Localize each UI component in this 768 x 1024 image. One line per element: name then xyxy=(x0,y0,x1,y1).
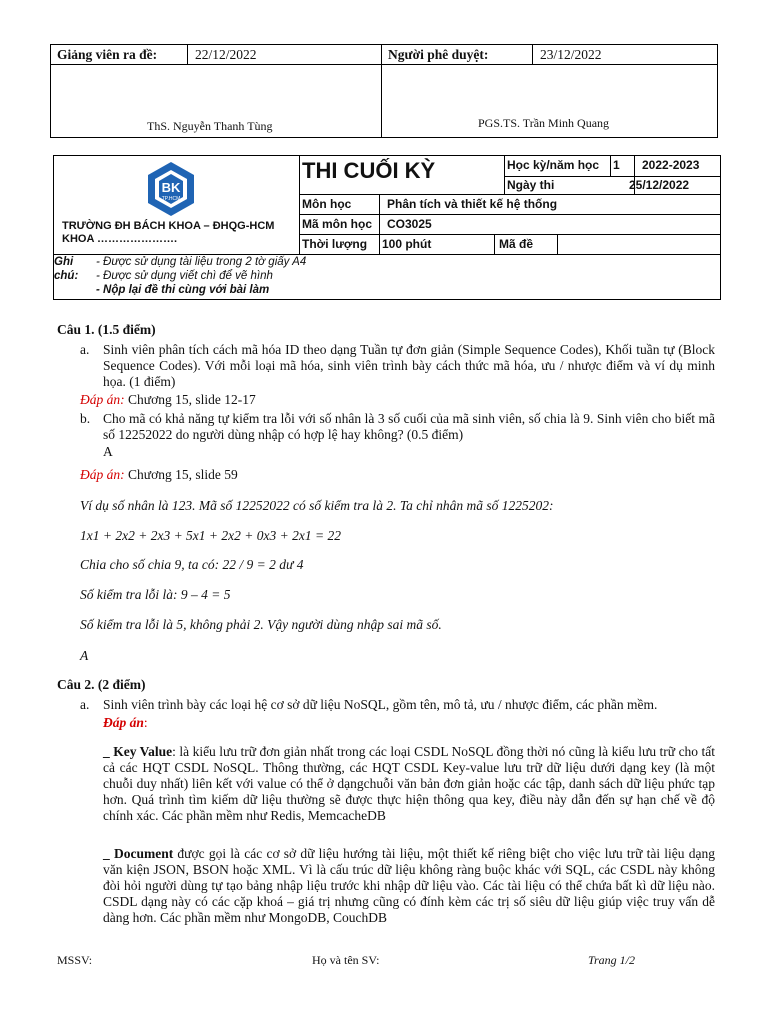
exam-date-value: 25/12/2022 xyxy=(629,178,690,192)
question-1b-extra: A xyxy=(103,444,113,459)
footer-student-id: MSSV: xyxy=(57,953,93,967)
question-1a-text: Sinh viên phân tích cách mã hóa ID theo dạng Tuần tự đơn giản (Simple Sequence Codes), Khối tuần tự (Block Sequence Codes). Với mỗi loại mã hóa, sinh viên trình bày cách thức mã hóa, ưu / nhược điểm và ví dụ minh họa. (1 điểm) xyxy=(103,342,715,389)
question-1b-text: Cho mã có khả năng tự kiểm tra lỗi với số nhân là 3 số cuối của mã sinh viên, số chia là 9. Sinh viên cho biết mã số 12252022 do người dùng nhập có hợp lệ hay không? (0.5 điểm) xyxy=(103,411,715,442)
course-code-value: CO3025 xyxy=(387,217,432,231)
solution-line: Số kiểm tra lỗi là: 9 – 4 = 5 xyxy=(80,587,231,602)
lecturer-column xyxy=(51,45,382,137)
answer-label: Đáp án: xyxy=(80,392,125,407)
duration-label: Thời lượng xyxy=(302,237,368,251)
term-key-value: _ Key Value xyxy=(103,744,173,759)
faculty-name: KHOA …………………. xyxy=(62,233,178,245)
semester-value: 1 xyxy=(613,158,620,172)
solution-line: A xyxy=(80,648,89,663)
logo-subtext: TP.HCM xyxy=(161,196,181,202)
approver-label: Người phê duyệt: xyxy=(388,47,489,62)
list-marker: a. xyxy=(80,342,90,357)
school-name: TRƯỜNG ĐH BÁCH KHOA – ĐHQG-HCM xyxy=(62,220,275,232)
semester-label: Học kỳ/năm học xyxy=(507,158,600,172)
question-2a-text: Sinh viên trình bày các loại hệ cơ sở dữ liệu NoSQL, gồm tên, mô tả, ưu / nhược điểm, các phần mềm. xyxy=(103,697,658,712)
notes-label-line1: Ghi xyxy=(54,256,74,268)
note-item: - Nộp lại đề thi cùng với bài làm xyxy=(96,284,270,296)
school-year: 2022-2023 xyxy=(642,158,700,172)
approver-name: PGS.TS. Trần Minh Quang xyxy=(478,116,610,130)
note-item: - Được sử dụng viết chì để vẽ hình xyxy=(96,270,273,282)
notes-label-line2: chú: xyxy=(54,270,79,282)
answer-1a xyxy=(80,392,256,408)
list-marker: a. xyxy=(80,697,90,712)
answer-2a-label xyxy=(103,715,148,731)
approver-header xyxy=(382,45,717,65)
document-description: được gọi là các cơ sở dữ liệu hướng tài liệu, một thiết kế riêng biệt cho việc lưu trữ tài liệu dạng văn kiện JSON, BSON hoặc XML. Vì là cấu trúc dữ liệu không ràng buộc khác với SQL, các CSDL này không đòi hỏi người dùng tự tạo bảng nhập liệu trước khi nhập dữ liệu vào. Các tài liệu có thể chứa bất kì dữ liệu nào. CSDL dạng này có các cặp khoá – giá trị nhưng cũng có đính kèm các trị số siêu dữ liệu giúp việc truy vấn dễ dàng hơn. Các phần mềm như MongoDB, CouchDB xyxy=(103,846,716,925)
solution-line: Chia cho số chia 9, ta có: 22 / 9 = 2 dư 4 xyxy=(80,557,304,572)
nosql-key-value-paragraph xyxy=(103,744,715,824)
subject-label: Môn học xyxy=(302,197,352,211)
nosql-document-paragraph xyxy=(103,846,715,926)
lecturer-label: Giảng viên ra đề: xyxy=(57,47,158,62)
approval-box xyxy=(50,44,718,138)
exam-info-box xyxy=(53,155,721,300)
term-document: _ Document xyxy=(103,846,174,861)
solution-line: Ví dụ số nhân là 123. Mã số 12252022 có số kiểm tra là 2. Ta chỉ nhân mã số 1225202: xyxy=(80,498,554,513)
solution-line: 1x1 + 2x2 + 2x3 + 5x1 + 2x2 + 0x3 + 2x1 = 22 xyxy=(80,528,341,543)
answer-label: Đáp án: xyxy=(80,467,125,482)
answer-colon: : xyxy=(143,715,148,730)
logo-text: BK xyxy=(161,180,181,195)
exam-code-label: Mã đề xyxy=(499,237,534,251)
answer-1b xyxy=(80,467,238,483)
note-item: - Được sử dụng tài liệu trong 2 tờ giấy A4 xyxy=(96,256,307,268)
footer-student-name: Họ và tên SV: xyxy=(312,953,380,967)
key-value-description: : là kiểu lưu trữ đơn giản nhất trong các loại CSDL NoSQL đồng thời nó cũng là kiểu lưu trữ cho tất cả các HQT CSDL NoSQL. Thông thường, các HQT CSDL Key-value lưu trữ dữ liệu dưới dạng key (là một chuỗi duy nhất) liên kết với value có thể ở dạngchuỗi văn bản đơn giản hoặc các tập, danh sách dữ liệu phức tạp hơn. Quá trình tìm kiếm dữ liệu thường sẽ được thực hiện thông qua key, điều này dẫn đến sự hạn chế về độ chính xác. Các phần mềm như Redis, MemcacheDB xyxy=(103,744,716,823)
subject-value: Phân tích và thiết kế hệ thống xyxy=(387,197,558,211)
answer-text: Chương 15, slide 12-17 xyxy=(124,392,256,407)
question-1-title: Câu 1. (1.5 điểm) xyxy=(57,322,156,337)
approver-date: 23/12/2022 xyxy=(540,47,602,62)
exam-title: THI CUỐI KỲ xyxy=(302,158,436,183)
lecturer-header xyxy=(51,45,381,65)
lecturer-name: ThS. Nguyễn Thanh Tùng xyxy=(147,119,273,133)
solution-line: Số kiểm tra lỗi là 5, không phải 2. Vậy người dùng nhập sai mã số. xyxy=(80,617,442,632)
university-logo xyxy=(146,161,196,217)
answer-label: Đáp án xyxy=(103,715,144,730)
footer-page-number: Trang 1/2 xyxy=(588,953,636,967)
approver-column xyxy=(382,45,717,137)
question-2-title: Câu 2. (2 điểm) xyxy=(57,677,146,692)
exam-date-label: Ngày thi xyxy=(507,178,555,192)
answer-text: Chương 15, slide 59 xyxy=(124,467,238,482)
list-marker: b. xyxy=(80,411,91,426)
course-code-label: Mã môn học xyxy=(302,217,373,231)
lecturer-date: 22/12/2022 xyxy=(195,47,257,62)
duration-value: 100 phút xyxy=(382,237,432,251)
